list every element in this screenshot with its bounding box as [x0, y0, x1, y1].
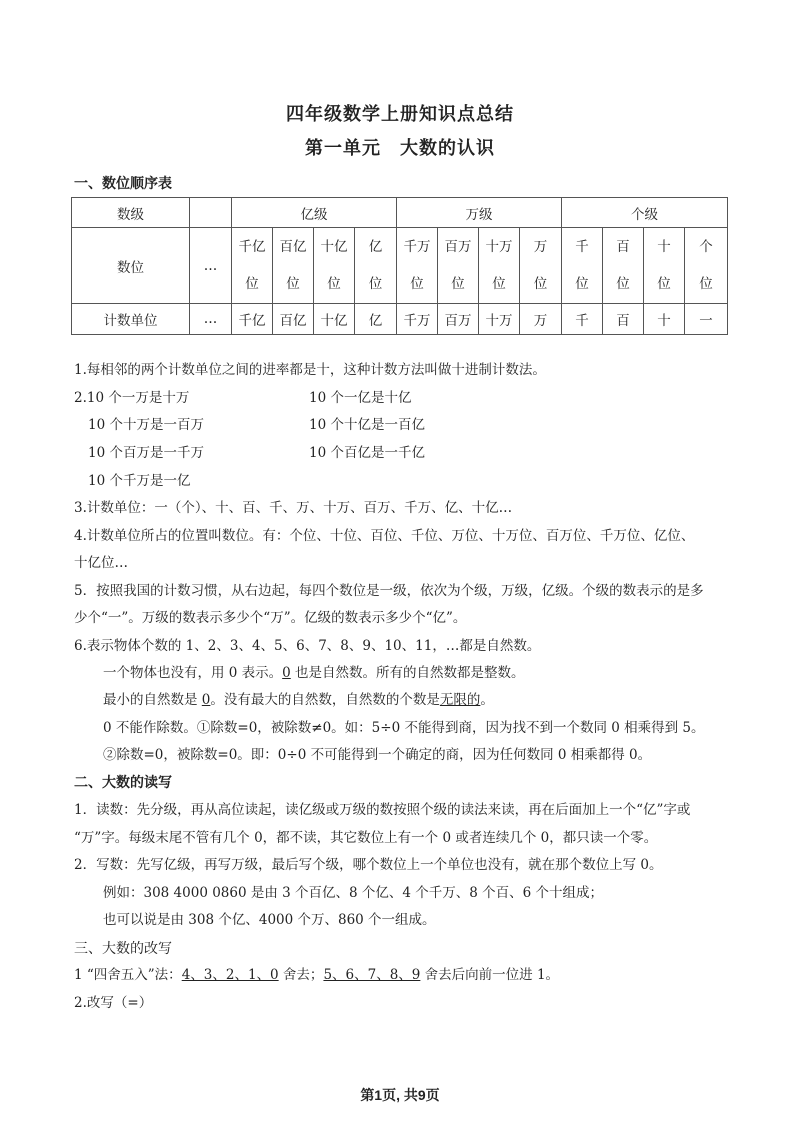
text-line: 5．按照我国的计数习惯，从右边起，每四个数位是一级，依次为个级，万级，亿级。个级的数表示的是多	[74, 583, 704, 599]
table-cell: …	[190, 228, 232, 304]
text-line: 也可以说是由 308 个亿、4000 个万、860 个一组成。	[103, 912, 436, 928]
page-number: 第1页, 共9页	[360, 1087, 440, 1103]
table-cell: 万 位	[520, 228, 562, 304]
section-heading-read-write: 二、大数的读写	[74, 775, 172, 791]
text-line: “万”字。每级末尾不管有几个 0，都不读，其它数位上有一个 0 或者连续几个 0，都只读一个零。	[74, 830, 658, 846]
text-line: 10 个一亿是十亿	[309, 390, 412, 406]
table-row	[72, 228, 728, 304]
table-cell: 千万	[397, 304, 438, 335]
text-line: 4.计数单位所占的位置叫数位。有：个位、十位、百位、千位、万位、十万位、百万位、千万位、亿位、	[74, 528, 695, 544]
text-line: 少个“一”。万级的数表示多少个“万”。亿级的数表示多少个“亿”。	[74, 610, 467, 626]
table-cell: 十万	[479, 304, 520, 335]
table-cell: 百 位	[603, 228, 644, 304]
table-cell: 万级	[397, 198, 562, 228]
table-cell: 亿 位	[355, 228, 397, 304]
unit-title: 第一单元 大数的认识	[305, 138, 495, 159]
table-cell: 计数单位	[72, 304, 190, 335]
section-heading-place-value: 一、数位顺序表	[74, 176, 172, 192]
table-cell: 千 位	[562, 228, 603, 304]
table-cell: 千万 位	[397, 228, 438, 304]
table-cell: 千	[562, 304, 603, 335]
text-line: 十亿位…	[74, 555, 128, 571]
table-cell: 十 位	[644, 228, 685, 304]
text-line: 一个物体也没有，用 0 表示。0 也是自然数。所有的自然数都是整数。	[103, 665, 525, 681]
text-line: 10 个十万是一百万	[88, 417, 204, 433]
table-cell: 百亿 位	[273, 228, 314, 304]
table-cell: 千亿 位	[232, 228, 273, 304]
table-cell: 个级	[562, 198, 728, 228]
table-cell: 一	[685, 304, 728, 335]
table-cell: 百万	[438, 304, 479, 335]
text-line: 1.每相邻的两个计数单位之间的进率都是十，这种计数方法叫做十进制计数法。	[74, 362, 546, 378]
text-line: 例如：308 4000 0860 是由 3 个百亿、8 个亿、4 个千万、8 个百、6 个十组成；	[103, 885, 604, 901]
section-heading-rewrite: 三、大数的改写	[74, 941, 172, 957]
table-cell: 十万 位	[479, 228, 520, 304]
table-cell: 数位	[72, 228, 190, 304]
table-cell: 百亿	[273, 304, 314, 335]
text-line: ②除数=0，被除数=0。即：0÷0 不可能得到一个确定的商，因为任何数同 0 相乘都得 0。	[103, 747, 652, 763]
text-line: 10 个十亿是一百亿	[309, 417, 425, 433]
table-cell: 十亿 位	[314, 228, 355, 304]
table-cell: 十	[644, 304, 685, 335]
table-cell: 亿	[355, 304, 397, 335]
text-line: 2.10 个一万是十万	[74, 390, 190, 406]
table-cell: 个 位	[685, 228, 728, 304]
table-cell: 万	[520, 304, 562, 335]
table-cell: 亿级	[232, 198, 397, 228]
text-line: 1．读数：先分级，再从高位读起，读亿级或万级的数按照个级的读法来读，再在后面加上一个“亿”字或	[74, 802, 691, 818]
table-row	[72, 198, 728, 228]
text-line: 2.改写（=）	[74, 995, 153, 1011]
table-cell	[190, 198, 232, 228]
text-line: 10 个百亿是一千亿	[309, 445, 425, 461]
table-cell: 百万 位	[438, 228, 479, 304]
text-line: 6.表示物体个数的 1、2、3、4、5、6、7、8、9、10、11，…都是自然数。	[74, 638, 541, 654]
table-row	[72, 304, 728, 335]
table-cell: …	[190, 304, 232, 335]
table-cell: 百	[603, 304, 644, 335]
text-line: 1 “四舍五入”法：4、3、2、1、0 舍去；5、6、7、8、9 舍去后向前一位进 1。	[74, 967, 560, 983]
table-cell: 数级	[72, 198, 190, 228]
text-line: 10 个百万是一千万	[88, 445, 204, 461]
table-cell: 十亿	[314, 304, 355, 335]
text-line: 0 不能作除数。①除数=0，被除数≠0。如：5÷0 不能得到商，因为找不到一个数同 0 相乘得到 5。	[103, 720, 705, 736]
text-line: 3.计数单位：一（个）、十、百、千、万、十万、百万、千万、亿、十亿…	[74, 500, 513, 516]
place-value-table	[71, 197, 728, 335]
text-line: 最小的自然数是 0。没有最大的自然数，自然数的个数是无限的。	[103, 692, 494, 708]
document-title: 四年级数学上册知识点总结	[286, 104, 514, 125]
table-cell: 千亿	[232, 304, 273, 335]
text-line: 2．写数：先写亿级，再写万级，最后写个级，哪个数位上一个单位也没有，就在那个数位上写 0。	[74, 857, 663, 873]
text-line: 10 个千万是一亿	[88, 473, 191, 489]
